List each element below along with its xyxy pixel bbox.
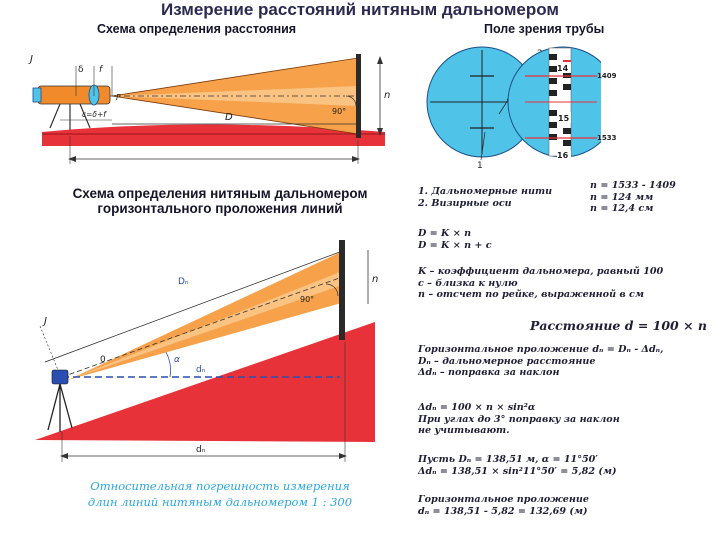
- calc-line2: n = 124 мм: [590, 191, 654, 203]
- accuracy-note: [40, 478, 400, 510]
- label-dn-inner: dₙ: [196, 365, 206, 375]
- reading-1409: 1409: [597, 72, 617, 80]
- J-pointer: [40, 326, 58, 370]
- horizontal-line3: Δdₙ – поправка за наклон: [418, 367, 560, 378]
- label-thread-1: 1: [477, 161, 483, 170]
- rod-number-16: 16: [557, 151, 569, 160]
- result-line2: dₙ = 138,51 - 5,82 = 132,69 (м): [418, 505, 588, 517]
- label-F: F: [116, 93, 121, 102]
- alpha-arc: [166, 352, 171, 377]
- example-line1: Пусть Dₙ = 138,51 м, α = 11°50′: [418, 454, 598, 465]
- definitions: [418, 266, 663, 301]
- slope-correction: [418, 402, 620, 437]
- tripod-leg-icon: [48, 384, 60, 430]
- tripod-leg-icon: [50, 104, 60, 128]
- rod-segment: [549, 134, 557, 140]
- arrow-left-icon: [60, 453, 68, 459]
- legend: [418, 186, 552, 209]
- label-J-2: J: [44, 316, 47, 327]
- legend-line1: 1. Дальномерные нити: [418, 186, 553, 197]
- rod-number-15: 15: [558, 114, 570, 123]
- horizontal-line1: Горизонтальное проложение dₙ = Dₙ - Δdₙ,: [418, 344, 664, 355]
- fov-title: Поле зрения трубы: [484, 22, 605, 36]
- distance-formulas: [418, 228, 492, 251]
- tripod-leg-icon: [60, 384, 72, 428]
- reading-1533: 1533: [597, 134, 617, 142]
- example-line2: Δdₙ = 138,51 × sin²11°50′ = 5,82 (м): [418, 465, 617, 477]
- label-D: D: [225, 112, 233, 123]
- definition-line2: c – близка к нулю: [418, 277, 518, 289]
- label-n: n: [384, 90, 391, 101]
- distance-formula: Расстояние d = 100 × n: [530, 318, 708, 333]
- scheme2-title-line2: горизонтального проложения линий: [97, 201, 343, 216]
- result: [418, 494, 589, 517]
- leveling-rod-inclined: [339, 240, 345, 340]
- correction-line1: Δdₙ = 100 × n × sin²α: [418, 402, 536, 413]
- rod-segment: [563, 84, 571, 90]
- definition-line3: n – отсчет по рейке, выраженной в см: [418, 289, 644, 300]
- arrow-right-icon: [339, 453, 347, 459]
- legend-line2: 2. Визирные оси: [418, 197, 512, 209]
- calc-line3: n = 12,4 см: [590, 203, 654, 214]
- rod-segment: [549, 110, 557, 116]
- correction-line3: не учитывают.: [418, 425, 510, 436]
- scheme2-title: [40, 186, 400, 216]
- page-title: Измерение расстояний нитяным дальномером: [161, 0, 559, 19]
- result-line1: Горизонтальное проложение: [418, 494, 589, 505]
- eyepiece-icon: [33, 88, 41, 102]
- theodolite-icon: [52, 370, 68, 384]
- horizontal-layout-diagram: [0, 222, 410, 472]
- label-90: 90°: [332, 107, 347, 116]
- formula-line2: D = K × n + c: [418, 239, 492, 251]
- telescope-field-of-view: [425, 40, 625, 170]
- label-O: 0: [100, 355, 106, 365]
- accuracy-note-line1: Относительная погрешность измерения: [90, 479, 350, 493]
- scheme1-title: Схема определения расстояния: [97, 22, 297, 36]
- rod-segment: [549, 54, 557, 60]
- calc-line1: n = 1533 - 1409: [590, 180, 676, 191]
- reading-calculation: [590, 180, 676, 215]
- scheme2-title-line1: Схема определения нитяным дальномером: [72, 186, 368, 201]
- horizontal-line2: Dₙ – дальномерное расстояние: [418, 355, 596, 367]
- formula-line1: D = K × n: [418, 228, 472, 239]
- label-c: c=δ+f: [82, 110, 106, 119]
- arrow-left-icon: [68, 156, 76, 162]
- distance-scheme-diagram: [0, 36, 400, 186]
- rod-segment: [549, 90, 557, 96]
- rod-number-14: 14: [557, 64, 569, 73]
- accuracy-note-line2: длин линий нитяным дальномером 1 : 300: [87, 495, 353, 509]
- label-f: f: [99, 65, 103, 75]
- definition-line1: K – коэффициент дальномера, равный 100: [418, 266, 664, 277]
- rod-segment: [549, 66, 557, 72]
- label-Dn: Dₙ: [178, 277, 189, 287]
- rod-segment: [549, 78, 557, 84]
- label-alpha: α: [174, 355, 180, 365]
- rod-segment: [549, 122, 557, 128]
- rod-segment: [563, 128, 571, 134]
- horizontal-definition: [418, 344, 663, 379]
- label-d: d: [228, 148, 235, 159]
- rod-segment: [563, 140, 571, 146]
- arrow-up-icon: [377, 56, 383, 64]
- label-J: J: [30, 54, 33, 65]
- label-delta: δ: [78, 65, 84, 75]
- label-n-2: n: [372, 274, 379, 285]
- correction-line2: При углах до 3° поправку за наклон: [418, 413, 620, 425]
- example: [418, 454, 617, 477]
- leveling-rod: [356, 54, 361, 138]
- label-dn-outer: dₙ: [196, 445, 206, 455]
- arrow-right-icon: [352, 156, 360, 162]
- label-90-2: 90°: [300, 295, 315, 304]
